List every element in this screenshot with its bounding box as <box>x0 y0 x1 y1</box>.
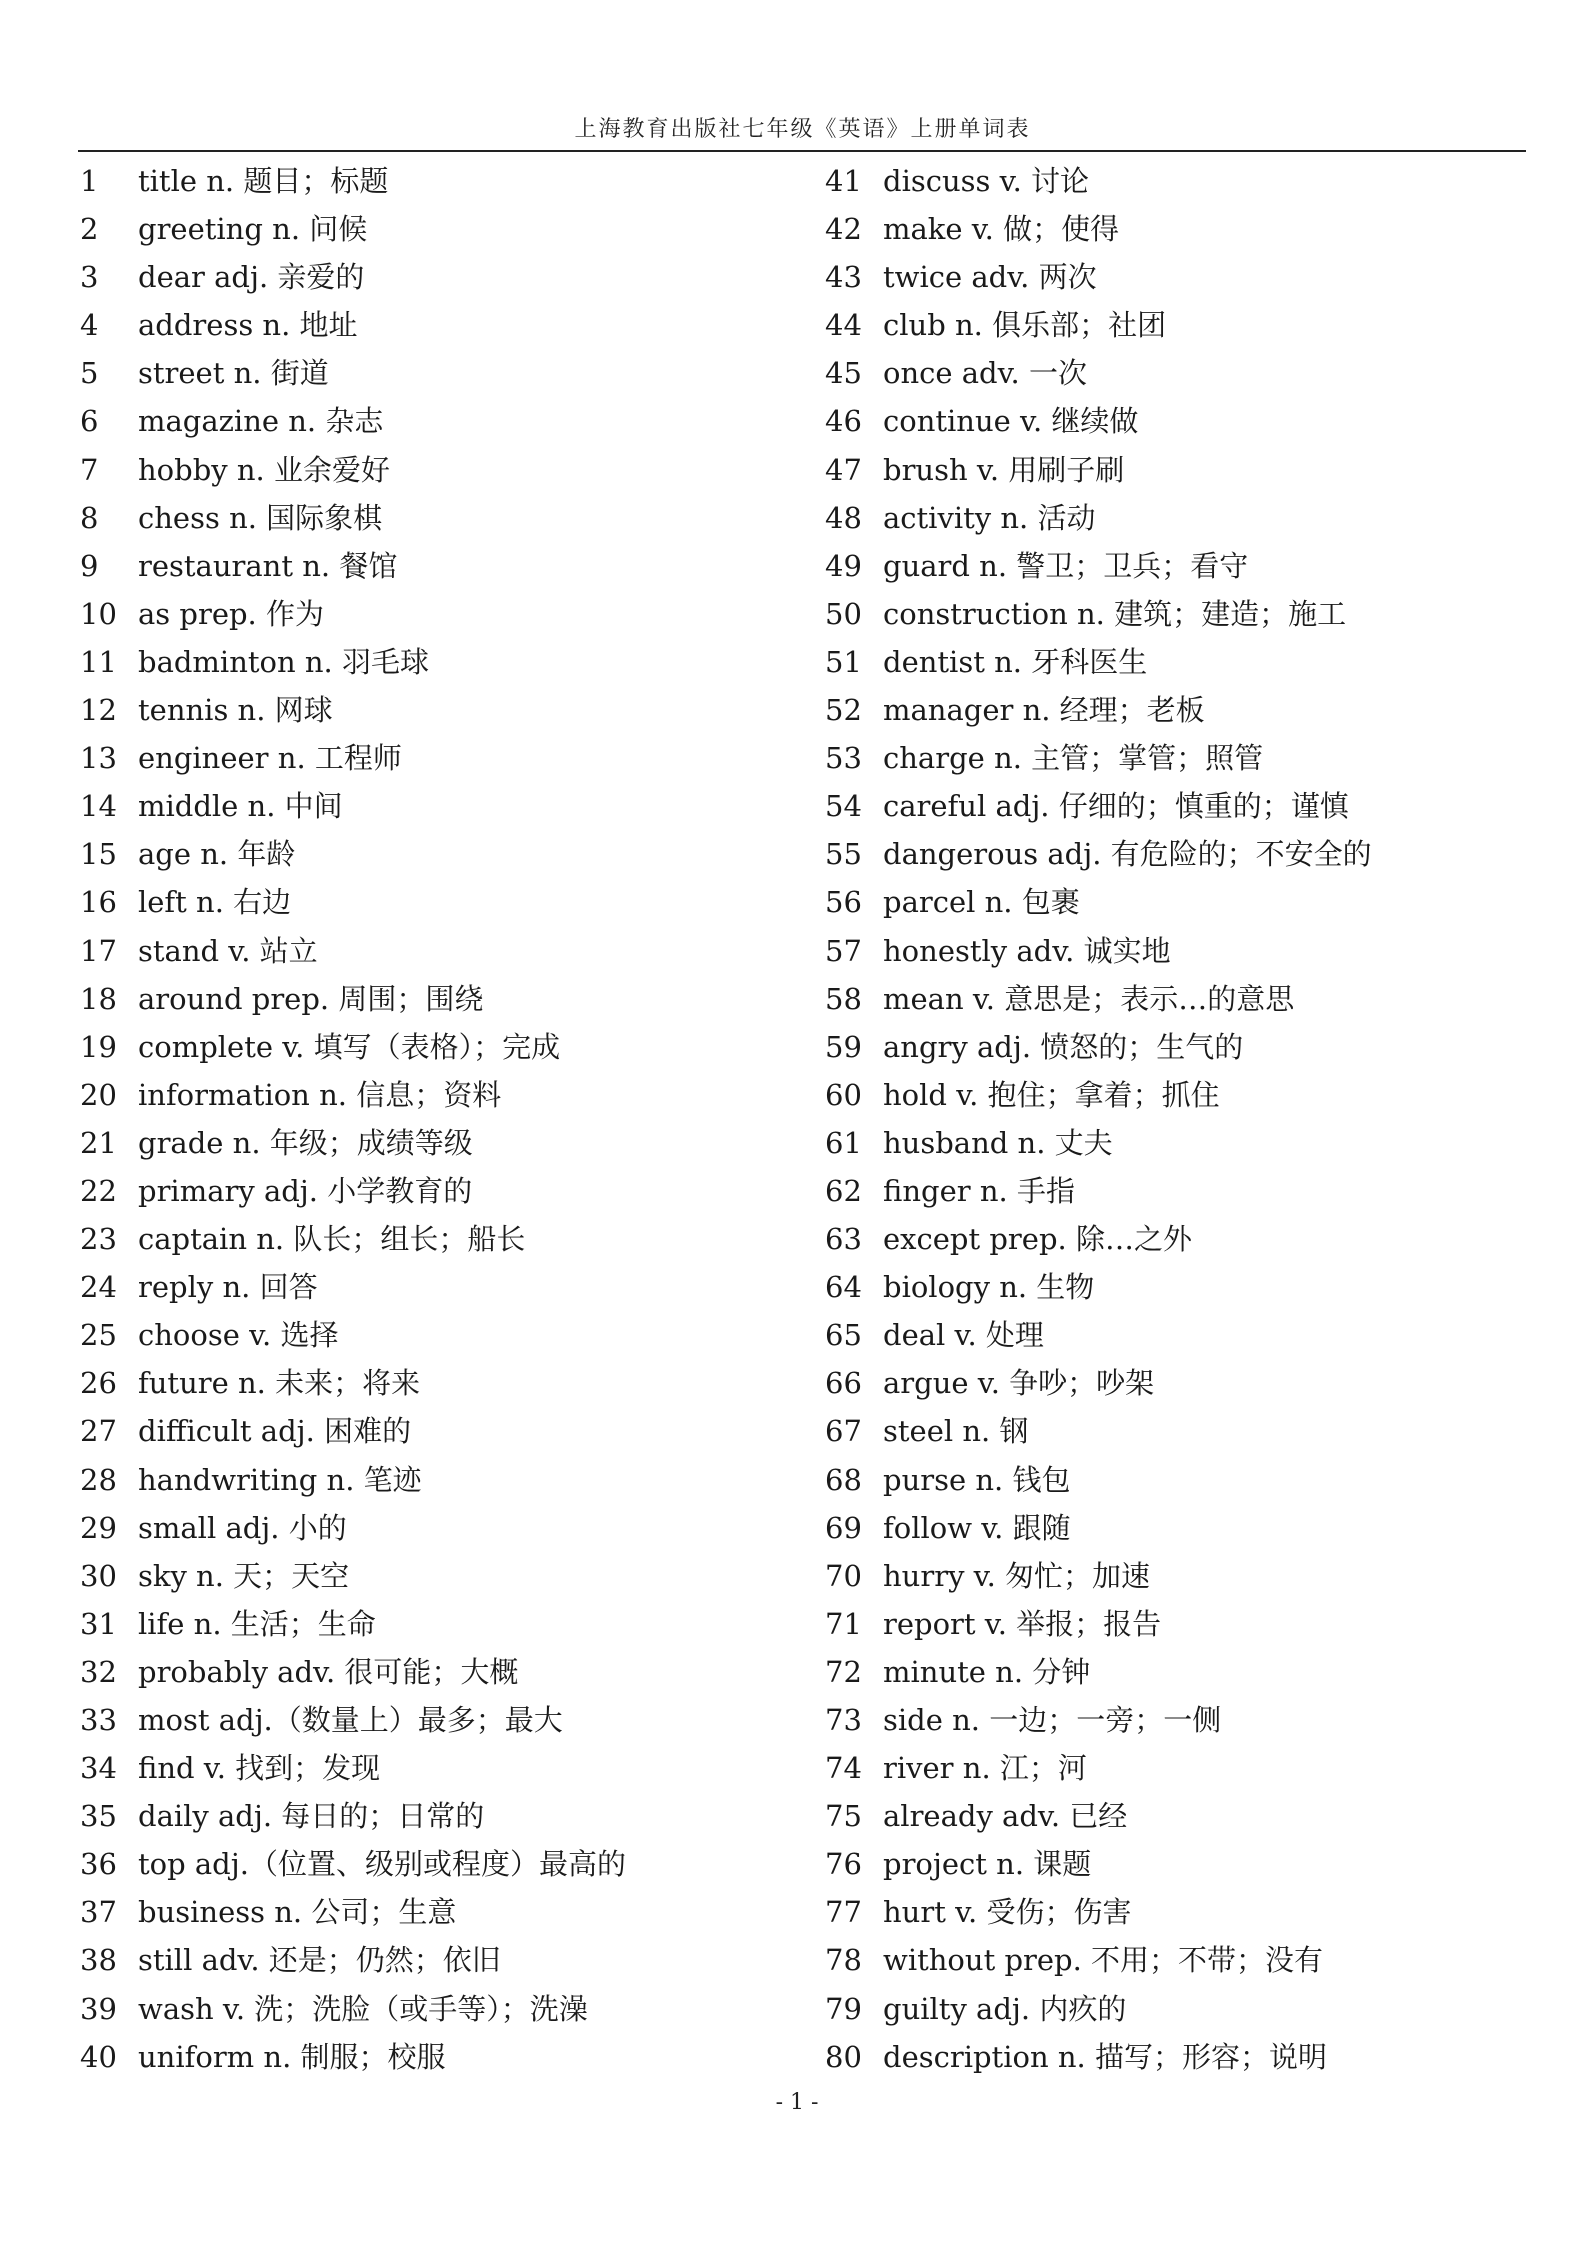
entry-text: probably adv. 很可能；大概 <box>138 1654 519 1689</box>
entry-text: deal v. 处理 <box>883 1318 1044 1353</box>
vocabulary-entry <box>80 782 780 830</box>
vocabulary-entry <box>825 1552 1525 1600</box>
entry-text: badminton n. 羽毛球 <box>138 644 429 679</box>
vocabulary-entry <box>80 975 780 1023</box>
entry-number: 79 <box>825 1991 862 2026</box>
vocabulary-entry <box>80 1359 780 1407</box>
entry-text: hurt v. 受伤；伤害 <box>883 1895 1132 1930</box>
vocabulary-entry <box>825 1936 1525 1984</box>
entry-number: 12 <box>80 693 117 728</box>
vocabulary-entry <box>825 1407 1525 1455</box>
vocabulary-entry <box>825 975 1525 1023</box>
vocabulary-entry <box>825 1023 1525 1071</box>
entry-number: 27 <box>80 1414 117 1449</box>
entry-text: once adv. 一次 <box>883 356 1087 391</box>
vocabulary-entry <box>825 638 1525 686</box>
vocabulary-entry <box>80 1696 780 1744</box>
entry-number: 64 <box>825 1270 862 1305</box>
entry-text: guard n. 警卫；卫兵；看守 <box>883 548 1249 583</box>
vocabulary-entry <box>80 301 780 349</box>
entry-text: brush v. 用刷子刷 <box>883 452 1125 487</box>
entry-number: 33 <box>80 1703 117 1737</box>
entry-text: title n. 题目；标题 <box>138 164 389 198</box>
entry-number: 34 <box>80 1751 117 1786</box>
entry-text: information n. 信息；资料 <box>138 1077 502 1112</box>
entry-number: 72 <box>825 1654 862 1689</box>
entry-number: 21 <box>80 1125 117 1160</box>
entry-number: 5 <box>80 356 99 391</box>
entry-number: 20 <box>80 1077 117 1112</box>
vocabulary-entry <box>825 1071 1525 1119</box>
entry-number: 48 <box>825 500 862 535</box>
entry-text: twice adv. 两次 <box>883 260 1097 295</box>
vocabulary-column-left <box>80 157 780 2081</box>
entry-number: 4 <box>80 308 99 343</box>
vocabulary-entry <box>825 878 1525 926</box>
entry-text: club n. 俱乐部；社团 <box>883 308 1167 343</box>
entry-number: 53 <box>825 741 862 776</box>
entry-number: 13 <box>80 741 117 776</box>
entry-number: 31 <box>80 1606 117 1641</box>
entry-text: restaurant n. 餐馆 <box>138 548 398 583</box>
entry-text: engineer n. 工程师 <box>138 741 402 776</box>
vocabulary-entry <box>825 397 1525 445</box>
vocabulary-entry <box>80 446 780 494</box>
vocabulary-entry <box>80 1119 780 1167</box>
vocabulary-entry <box>825 590 1525 638</box>
vocabulary-entry <box>80 253 780 301</box>
entry-text: stand v. 站立 <box>138 933 318 968</box>
vocabulary-entry <box>80 1311 780 1359</box>
entry-number: 52 <box>825 693 862 728</box>
vocabulary-entry <box>825 157 1525 205</box>
vocabulary-entry <box>80 590 780 638</box>
vocabulary-entry <box>80 1792 780 1840</box>
entry-number: 69 <box>825 1510 862 1545</box>
entry-text: choose v. 选择 <box>138 1318 339 1353</box>
entry-number: 37 <box>80 1895 117 1930</box>
vocabulary-entry <box>825 301 1525 349</box>
vocabulary-entry <box>825 1311 1525 1359</box>
vocabulary-entry <box>825 1263 1525 1311</box>
vocabulary-entry <box>80 686 780 734</box>
vocabulary-entry <box>80 927 780 975</box>
entry-number: 14 <box>80 789 117 824</box>
vocabulary-entry <box>825 1792 1525 1840</box>
entry-number: 74 <box>825 1751 862 1786</box>
entry-number: 11 <box>80 644 117 679</box>
entry-number: 19 <box>80 1029 117 1064</box>
vocabulary-entry <box>80 1407 780 1455</box>
entry-number: 40 <box>80 2039 117 2074</box>
entry-text: hurry v. 匆忙；加速 <box>883 1558 1151 1593</box>
entry-number: 39 <box>80 1991 117 2026</box>
entry-number: 45 <box>825 356 862 391</box>
entry-text: reply n. 回答 <box>138 1270 318 1305</box>
entry-number: 26 <box>80 1366 117 1401</box>
vocabulary-entry <box>825 1167 1525 1215</box>
entry-text: sky n. 天；天空 <box>138 1558 350 1593</box>
entry-text: future n. 未来；将来 <box>138 1366 421 1401</box>
entry-text: street n. 街道 <box>138 356 329 391</box>
entry-number: 6 <box>80 404 99 439</box>
vocabulary-entry <box>80 1600 780 1648</box>
entry-number: 28 <box>80 1462 117 1497</box>
vocabulary-entry <box>825 1359 1525 1407</box>
vocabulary-entry <box>80 1744 780 1792</box>
entry-text: charge n. 主管；掌管；照管 <box>883 741 1264 776</box>
vocabulary-entry <box>80 1263 780 1311</box>
entry-text: dangerous adj. 有危险的；不安全的 <box>883 837 1372 872</box>
entry-text: uniform n. 制服；校服 <box>138 2039 446 2074</box>
vocabulary-entry <box>80 1888 780 1936</box>
entry-number: 15 <box>80 837 117 872</box>
entry-number: 58 <box>825 981 862 1016</box>
entry-number: 9 <box>80 548 99 583</box>
entry-text: find v. 找到；发现 <box>138 1751 381 1786</box>
entry-text: discuss v. 讨论 <box>883 164 1090 198</box>
vocabulary-entry <box>825 1119 1525 1167</box>
entry-text: small adj. 小的 <box>138 1510 347 1545</box>
entry-number: 73 <box>825 1703 862 1737</box>
vocabulary-entry <box>80 1456 780 1504</box>
entry-text: steel n. 钢 <box>883 1414 1029 1449</box>
entry-text: activity n. 活动 <box>883 500 1096 535</box>
vocabulary-entry <box>825 542 1525 590</box>
vocabulary-entry <box>80 157 780 205</box>
entry-number: 44 <box>825 308 862 343</box>
vocabulary-entry <box>825 1648 1525 1696</box>
entry-text: still adv. 还是；仍然；依旧 <box>138 1943 501 1978</box>
entry-number: 18 <box>80 981 117 1016</box>
vocabulary-entry <box>80 1071 780 1119</box>
vocabulary-entry <box>80 349 780 397</box>
vocabulary-entry <box>825 446 1525 494</box>
vocabulary-entry <box>80 2033 780 2081</box>
page-title: 上海教育出版社七年级《英语》上册单词表 <box>574 117 1031 142</box>
vocabulary-entry <box>80 638 780 686</box>
vocabulary-entry <box>825 830 1525 878</box>
entry-text: difficult adj. 困难的 <box>138 1414 412 1449</box>
entry-number: 77 <box>825 1895 862 1930</box>
vocabulary-entry <box>825 1600 1525 1648</box>
entry-number: 76 <box>825 1847 862 1882</box>
vocabulary-entry <box>825 1744 1525 1792</box>
entry-number: 17 <box>80 933 117 968</box>
vocabulary-entry <box>825 1888 1525 1936</box>
entry-text: parcel n. 包裹 <box>883 885 1080 920</box>
entry-number: 36 <box>80 1847 117 1882</box>
vocabulary-entry <box>825 927 1525 975</box>
entry-text: husband n. 丈夫 <box>883 1125 1113 1160</box>
vocabulary-entry <box>80 542 780 590</box>
vocabulary-entry <box>80 205 780 253</box>
entry-text: careful adj. 仔细的；慎重的；谨慎 <box>883 789 1349 824</box>
vocabulary-entry <box>825 1504 1525 1552</box>
entry-number: 51 <box>825 644 862 679</box>
entry-text: dear adj. 亲爱的 <box>138 260 365 295</box>
vocabulary-entry <box>825 253 1525 301</box>
entry-text: make v. 做；使得 <box>883 212 1120 247</box>
entry-number: 54 <box>825 789 862 824</box>
entry-text: construction n. 建筑；建造；施工 <box>883 596 1347 631</box>
entry-number: 2 <box>80 212 99 247</box>
vocabulary-entry <box>825 1456 1525 1504</box>
vocabulary-entry <box>80 878 780 926</box>
entry-text: angry adj. 愤怒的；生气的 <box>883 1029 1244 1064</box>
entry-text: top adj.（位置、级别或程度）最高的 <box>138 1847 626 1882</box>
vocabulary-entry <box>825 734 1525 782</box>
entry-number: 10 <box>80 596 117 631</box>
entry-number: 8 <box>80 500 99 535</box>
entry-number: 65 <box>825 1318 862 1353</box>
entry-text: complete v. 填写（表格）；完成 <box>138 1029 561 1064</box>
entry-number: 38 <box>80 1943 117 1978</box>
entry-number: 80 <box>825 2039 862 2074</box>
vocabulary-entry <box>80 1167 780 1215</box>
entry-number: 23 <box>80 1222 117 1257</box>
entry-text: hold v. 抱住；拿着；抓住 <box>883 1077 1220 1112</box>
entry-text: biology n. 生物 <box>883 1270 1095 1305</box>
entry-number: 67 <box>825 1414 862 1449</box>
entry-text: honestly adv. 诚实地 <box>883 933 1171 968</box>
entry-number: 7 <box>80 452 99 487</box>
vocabulary-entry <box>825 782 1525 830</box>
header-divider <box>78 150 1526 152</box>
entry-text: greeting n. 问候 <box>138 212 368 247</box>
entry-text: wash v. 洗；洗脸（或手等）；洗澡 <box>138 1991 588 2026</box>
vocabulary-entry <box>825 686 1525 734</box>
vocabulary-entry <box>825 1985 1525 2033</box>
entry-number: 71 <box>825 1606 862 1641</box>
entry-number: 59 <box>825 1029 862 1064</box>
entry-number: 50 <box>825 596 862 631</box>
entry-number: 25 <box>80 1318 117 1353</box>
vocabulary-entry <box>825 1696 1525 1744</box>
entry-number: 78 <box>825 1943 862 1978</box>
vocabulary-entry <box>80 397 780 445</box>
entry-number: 22 <box>80 1173 117 1208</box>
entry-text: dentist n. 牙科医生 <box>883 644 1148 679</box>
vocabulary-entry <box>80 1215 780 1263</box>
entry-text: report v. 举报；报告 <box>883 1606 1162 1641</box>
entry-number: 32 <box>80 1654 117 1689</box>
entry-text: project n. 课题 <box>883 1847 1092 1882</box>
entry-number: 66 <box>825 1366 862 1401</box>
vocabulary-entry <box>80 734 780 782</box>
entry-text: magazine n. 杂志 <box>138 404 384 439</box>
entry-text: minute n. 分钟 <box>883 1654 1091 1689</box>
entry-text: hobby n. 业余爱好 <box>138 452 390 487</box>
entry-text: left n. 右边 <box>138 885 292 920</box>
entry-text: grade n. 年级；成绩等级 <box>138 1125 473 1160</box>
entry-number: 70 <box>825 1558 862 1593</box>
vocabulary-entry <box>80 1840 780 1888</box>
entry-number: 24 <box>80 1270 117 1305</box>
entry-number: 3 <box>80 260 99 295</box>
entry-text: life n. 生活；生命 <box>138 1606 376 1641</box>
entry-number: 41 <box>825 164 862 198</box>
entry-text: captain n. 队长；组长；船长 <box>138 1222 526 1257</box>
vocabulary-entry <box>825 494 1525 542</box>
entry-number: 68 <box>825 1462 862 1497</box>
entry-text: chess n. 国际象棋 <box>138 500 383 535</box>
entry-number: 75 <box>825 1799 862 1834</box>
vocabulary-entry <box>80 1985 780 2033</box>
entry-text: handwriting n. 笔迹 <box>138 1462 422 1497</box>
vocabulary-entry <box>80 1023 780 1071</box>
vocabulary-entry <box>80 830 780 878</box>
entry-text: river n. 江；河 <box>883 1751 1087 1786</box>
entry-text: primary adj. 小学教育的 <box>138 1173 473 1208</box>
entry-text: description n. 描写；形容；说明 <box>883 2039 1327 2074</box>
entry-text: most adj.（数量上）最多；最大 <box>138 1703 563 1737</box>
entry-text: around prep. 周围；围绕 <box>138 981 484 1016</box>
vocabulary-entry <box>80 1648 780 1696</box>
entry-number: 35 <box>80 1799 117 1834</box>
vocabulary-entry <box>80 1936 780 1984</box>
entry-text: side n. 一边；一旁；一侧 <box>883 1703 1222 1737</box>
entry-number: 30 <box>80 1558 117 1593</box>
entry-number: 62 <box>825 1173 862 1208</box>
entry-number: 55 <box>825 837 862 872</box>
vocabulary-entry <box>825 1215 1525 1263</box>
entry-text: middle n. 中间 <box>138 789 343 824</box>
vocabulary-entry <box>825 2033 1525 2081</box>
entry-text: mean v. 意思是；表示…的意思 <box>883 981 1295 1016</box>
entry-text: address n. 地址 <box>138 308 358 343</box>
entry-text: argue v. 争吵；吵架 <box>883 1366 1155 1401</box>
entry-number: 43 <box>825 260 862 295</box>
entry-number: 60 <box>825 1077 862 1112</box>
vocabulary-entry <box>825 1840 1525 1888</box>
page-number: - 1 - <box>775 2090 819 2115</box>
entry-text: already adv. 已经 <box>883 1799 1128 1834</box>
entry-text: continue v. 继续做 <box>883 404 1139 439</box>
entry-text: except prep. 除…之外 <box>883 1222 1192 1257</box>
entry-text: manager n. 经理；老板 <box>883 693 1205 728</box>
entry-text: finger n. 手指 <box>883 1173 1075 1208</box>
entry-number: 61 <box>825 1125 862 1160</box>
entry-number: 49 <box>825 548 862 583</box>
entry-number: 57 <box>825 933 862 968</box>
entry-number: 47 <box>825 452 862 487</box>
entry-text: purse n. 钱包 <box>883 1462 1071 1497</box>
entry-text: daily adj. 每日的；日常的 <box>138 1799 485 1834</box>
entry-number: 63 <box>825 1222 862 1257</box>
entry-number: 16 <box>80 885 117 920</box>
vocabulary-entry <box>80 1504 780 1552</box>
entry-text: as prep. 作为 <box>138 596 324 631</box>
entry-number: 1 <box>80 164 99 198</box>
vocabulary-entry <box>825 349 1525 397</box>
entry-number: 46 <box>825 404 862 439</box>
entry-number: 42 <box>825 212 862 247</box>
entry-text: tennis n. 网球 <box>138 693 333 728</box>
vocabulary-entry <box>80 1552 780 1600</box>
vocabulary-entry <box>825 205 1525 253</box>
entry-number: 29 <box>80 1510 117 1545</box>
entry-text: without prep. 不用；不带；没有 <box>883 1943 1324 1978</box>
entry-text: business n. 公司；生意 <box>138 1895 457 1930</box>
vocabulary-column-right <box>825 157 1525 2081</box>
entry-text: guilty adj. 内疚的 <box>883 1991 1127 2026</box>
entry-text: age n. 年龄 <box>138 837 296 872</box>
entry-text: follow v. 跟随 <box>883 1510 1071 1545</box>
entry-number: 56 <box>825 885 862 920</box>
vocabulary-entry <box>80 494 780 542</box>
